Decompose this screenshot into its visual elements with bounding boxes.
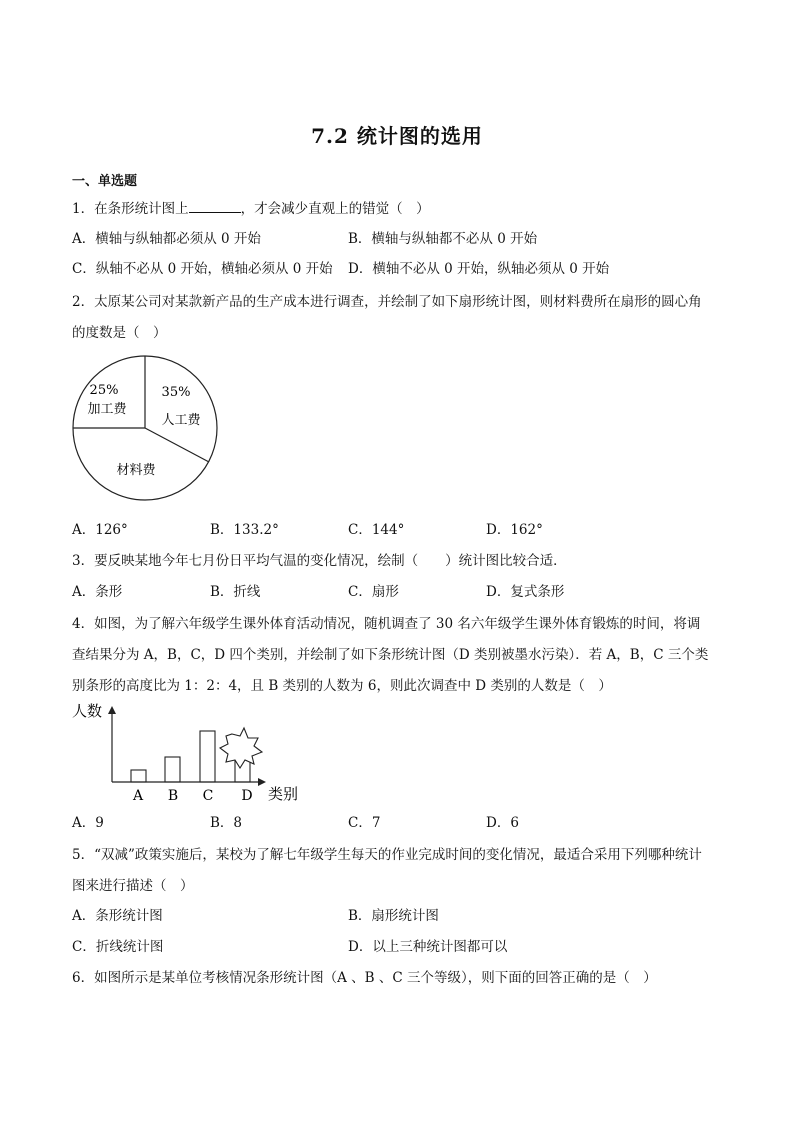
pie-divider-right [145, 428, 209, 462]
question-4-option-c: C．7 [348, 815, 381, 831]
question-2-option-a: A．126° [72, 522, 128, 538]
category-b: B [167, 788, 179, 804]
question-4-option-d: D．6 [486, 815, 519, 831]
question-1-option-a: A．横轴与纵轴都必须从 0 开始 [72, 231, 261, 247]
y-axis-label: 人数 [72, 702, 103, 720]
bar-chart [70, 700, 310, 806]
bar-b [165, 757, 180, 782]
question-2-line-1: 2．太原某公司对某款新产品的生产成本进行调查，并绘制了如下扇形统计图，则材料费所在扇形的圆心角 [72, 294, 702, 310]
pie-slice-1-label: 加工费 [87, 402, 127, 417]
pie-chart [70, 352, 220, 504]
question-5-option-a: A．条形统计图 [72, 908, 163, 924]
question-4-line-1: 4．如图，为了解六年级学生课外体育活动情况，随机调查了 30 名六年级学生课外体育锻炼的时间，将调 [72, 616, 701, 632]
question-2-option-c: C．144° [348, 522, 405, 538]
x-axis-arrow [258, 778, 266, 786]
category-d: D [241, 788, 253, 804]
question-5-option-c: C．折线统计图 [72, 939, 164, 955]
question-5-option-b: B．扇形统计图 [348, 908, 439, 924]
section-heading: 一、单选题 [72, 174, 138, 189]
pie-slice-1-pct: 25% [89, 383, 119, 398]
question-1-stem [72, 198, 430, 219]
question-3-option-b: B．折线 [210, 584, 261, 600]
bar-a [131, 770, 146, 782]
question-1-option-d: D．横轴不必从 0 开始，纵轴必须从 0 开始 [348, 261, 610, 277]
y-axis-arrow [108, 706, 116, 714]
pie-slice-3-label: 材料费 [116, 463, 156, 478]
question-5-line-1: 5．“双减”政策实施后，某校为了解七年级学生每天的作业完成时间的变化情况，最适合采用下列哪种统计 [72, 847, 702, 863]
question-3-option-d: D．复式条形 [486, 584, 565, 600]
question-3-stem: 3．要反映某地今年七月份日平均气温的变化情况，绘制（ ）统计图比较合适． [72, 553, 567, 569]
ink-stain [220, 728, 262, 768]
answer-blank [189, 198, 241, 213]
question-5-line-2: 图来进行描述（ ） [72, 878, 194, 894]
question-1-option-c: C．纵轴不必从 0 开始，横轴必须从 0 开始 [72, 261, 333, 277]
page-title: 7.2 统计图的选用 [311, 124, 483, 148]
question-2-option-b: B．133.2° [210, 522, 279, 538]
question-4-line-2: 查结果分为 A，B，C，D 四个类别，并绘制了如下条形统计图（D 类别被墨水污染）．若 A，B，C 三个类 [72, 647, 709, 663]
bar-c [200, 731, 215, 782]
question-2-line-2: 的度数是（ ） [72, 325, 167, 341]
question-1-stem-b: ，才会减少直观上的错觉（ ） [240, 201, 430, 217]
question-4-line-3: 别条形的高度比为 1：2：4，且 B 类别的人数为 6，则此次调查中 D 类别的人数是（ ） [72, 678, 612, 694]
question-3-option-a: A．条形 [72, 584, 123, 600]
question-6-stem: 6．如图所示是某单位考核情况条形统计图（A 、B 、C 三个等级），则下面的回答正确的是（ ） [72, 970, 657, 986]
question-3-option-c: C．扇形 [348, 584, 399, 600]
question-4-option-a: A．9 [72, 815, 104, 831]
pie-slice-2-label: 人工费 [161, 413, 201, 428]
question-1-option-b: B．横轴与纵轴都不必从 0 开始 [348, 231, 538, 247]
pie-slice-2-pct: 35% [161, 385, 191, 400]
category-a: A [132, 788, 144, 804]
x-axis-label: 类别 [268, 785, 299, 803]
question-2-option-d: D．162° [486, 522, 543, 538]
question-1-stem-a: 1．在条形统计图上 [72, 201, 189, 217]
category-c: C [202, 788, 214, 804]
question-4-option-b: B．8 [210, 815, 243, 831]
question-5-option-d: D．以上三种统计图都可以 [348, 939, 508, 955]
